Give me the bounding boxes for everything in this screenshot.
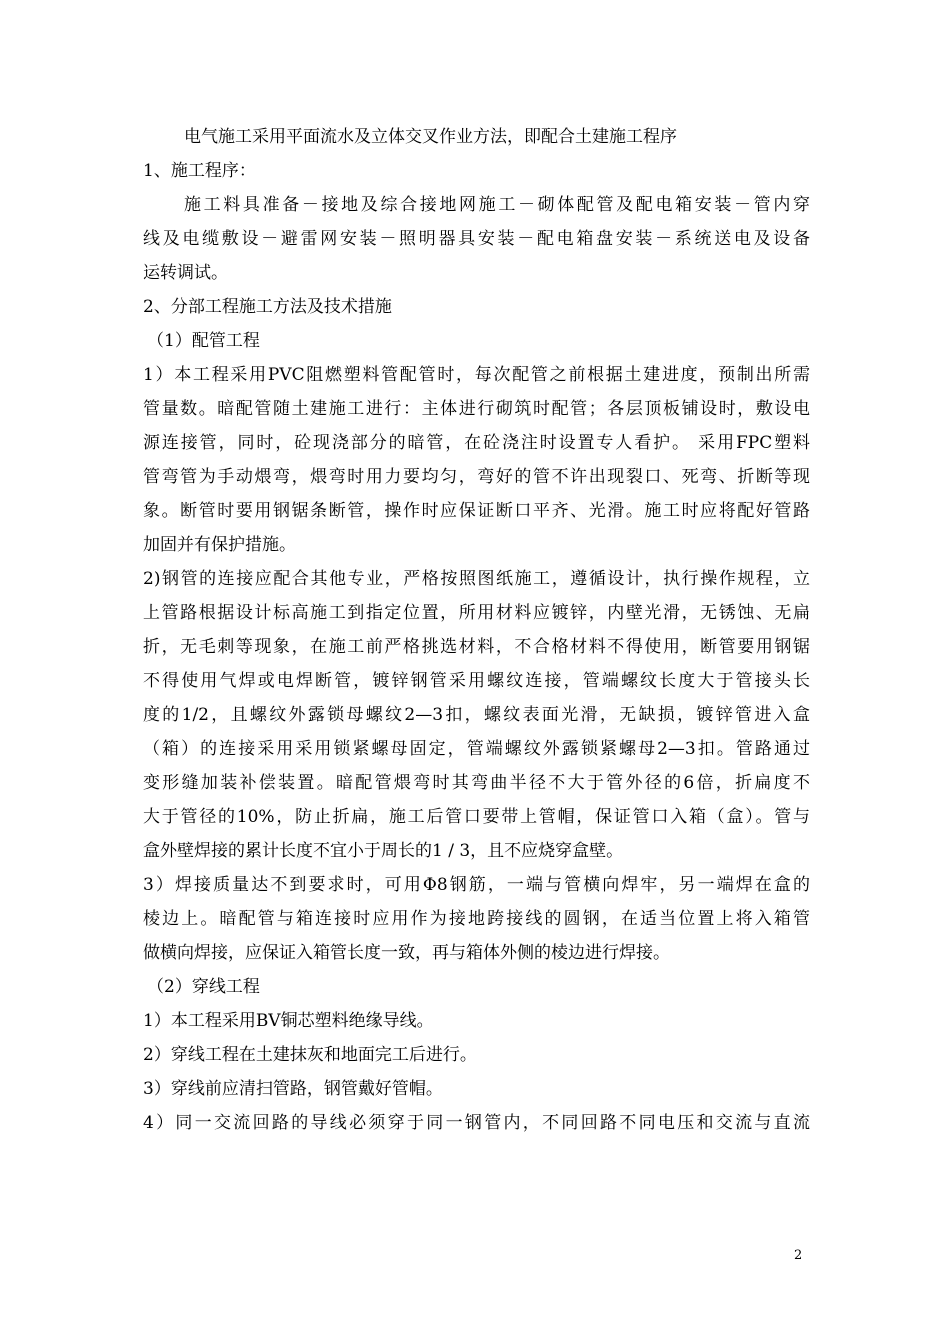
text-line: 做横向焊接，应保证入箱管长度一致，再与箱体外侧的棱边进行焊接。: [143, 943, 670, 963]
text-line: 3）焊接质量达不到要求时，可用Φ8钢筋，一端与管横向焊牢，另一端焊在盒的: [143, 875, 810, 895]
text-line: 1）本工程采用PVC阻燃塑料管配管时，每次配管之前根据土建进度，预制出所需: [143, 365, 810, 385]
text-line: 不得使用气焊或电焊断管，镀锌钢管采用螺纹连接，管端螺纹长度大于管接头长: [143, 671, 810, 691]
subsection-heading: （2）穿线工程: [147, 977, 260, 997]
text-line: 盒外壁焊接的累计长度不宜小于周长的1 / 3，且不应烧穿盒壁。: [143, 841, 624, 861]
text-line: 1）本工程采用BV铜芯塑料绝缘导线。: [143, 1011, 434, 1031]
text-line: 电气施工采用平面流水及立体交叉作业方法，即配合土建施工程序: [184, 127, 677, 147]
text-line: 管弯管为手动煨弯，煨弯时用力要均匀，弯好的管不许出现裂口、死弯、折断等现: [143, 467, 810, 487]
text-line: 施工料具准备－接地及综合接地网施工－砌体配管及配电箱安装－管内穿: [184, 195, 810, 215]
document-body: [143, 120, 810, 1140]
text-line: 2)钢管的连接应配合其他专业，严格按照图纸施工，遵循设计，执行操作规程，立: [143, 569, 810, 589]
text-line: 大于管径的10%，防止折扁，施工后管口要带上管帽，保证管口入箱（盒）。管与: [143, 807, 810, 827]
text-line: 源连接管，同时，砼现浇部分的暗管，在砼浇注时设置专人看护。 采用FPC塑料: [143, 433, 810, 453]
section-heading: 1、施工程序：: [143, 161, 256, 181]
text-line: 运转调试。: [143, 263, 228, 283]
section-heading: 2、分部工程施工方法及技术措施: [143, 297, 392, 317]
text-line: 线及电缆敷设－避雷网安装－照明器具安装－配电箱盘安装－系统送电及设备: [143, 229, 810, 249]
subsection-heading: （1）配管工程: [147, 331, 260, 351]
text-line: 2）穿线工程在土建抹灰和地面完工后进行。: [143, 1045, 477, 1065]
text-line: 折，无毛刺等现象，在施工前严格挑选材料，不合格材料不得使用，断管要用钢锯: [143, 637, 810, 657]
text-line: 管量数。暗配管随土建施工进行：主体进行砌筑时配管；各层顶板铺设时，敷设电: [143, 399, 810, 419]
text-line: 象。断管时要用钢锯条断管，操作时应保证断口平齐、光滑。施工时应将配好管路: [143, 501, 810, 521]
page-number: 2: [794, 1248, 803, 1263]
text-line: 加固并有保护措施。: [143, 535, 296, 555]
text-line: 3）穿线前应清扫管路，钢管戴好管帽。: [143, 1079, 443, 1099]
text-line: 度的1/2，且螺纹外露锁母螺纹2—3扣，螺纹表面光滑，无缺损，镀锌管进入盒: [143, 705, 810, 725]
text-line: 棱边上。暗配管与箱连接时应用作为接地跨接线的圆钢，在适当位置上将入箱管: [143, 909, 810, 929]
text-line: （箱）的连接采用采用锁紧螺母固定，管端螺纹外露锁紧螺母2—3扣。管路通过: [143, 739, 810, 759]
text-line: 上管路根据设计标高施工到指定位置，所用材料应镀锌，内壁光滑，无锈蚀、无扁: [143, 603, 810, 623]
text-line: 变形缝加装补偿装置。暗配管煨弯时其弯曲半径不大于管外径的6倍，折扁度不: [143, 773, 810, 793]
text-line: 4）同一交流回路的导线必须穿于同一钢管内，不同回路不同电压和交流与直流: [143, 1113, 810, 1133]
